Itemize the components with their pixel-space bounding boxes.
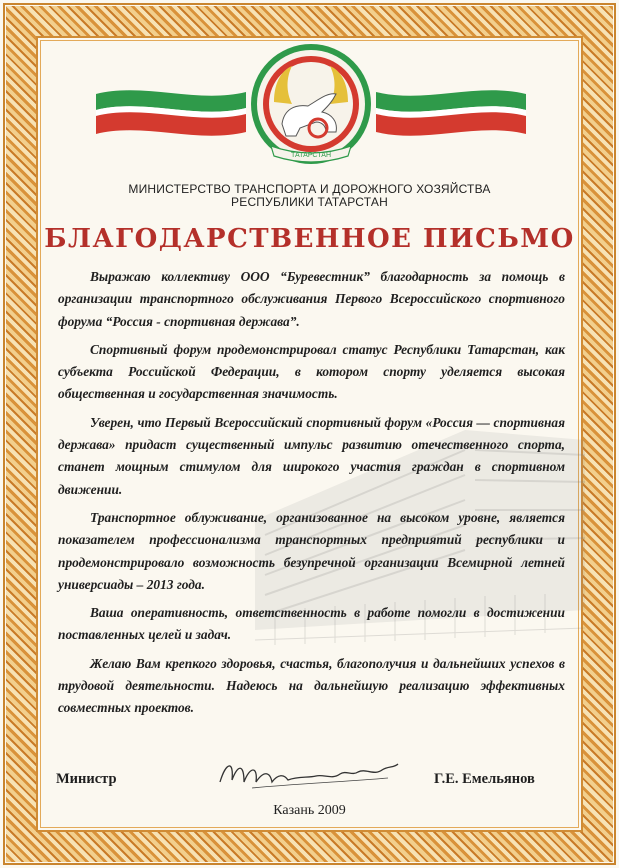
ministry-line-1: МИНИСТЕРСТВО ТРАНСПОРТА И ДОРОЖНОГО ХОЗЯЙСТВА	[128, 182, 491, 196]
place-and-year: Казань 2009	[273, 803, 346, 818]
paragraph-1: Выражаю коллективу ООО “Буревестник” благодарность за помощь в организации транспортного обслуживания Первого Всероссийского спортивного форума “Россия - спортивная держава”.	[58, 269, 565, 329]
emblem-banner-text: ТАТАРСТАН	[290, 152, 332, 159]
paragraph-6: Желаю Вам крепкого здоровья, счастья, благополучия и дальнейших успехов в трудовой деятельности. Надеюсь на дальнейшую реализацию эффективных совместных проектов.	[58, 655, 565, 716]
signatory-name: Г.Е. Емельянов	[434, 771, 535, 787]
ministry-header	[60, 183, 559, 209]
ministry-line-2: РЕСПУБЛИКИ ТАТАРСТАН	[231, 195, 388, 209]
letter-body	[58, 266, 565, 726]
handwritten-signature	[212, 752, 402, 796]
paragraph-4: Транспортное облуживание, организованное на высоком уровне, является показателем профессионализма транспортных предприятий республики и продемонстрировало возможность безупречной организации Всемирной летней универсиады – 2013 года.	[58, 509, 565, 592]
signatory-position: Министр	[56, 771, 117, 787]
tatarstan-emblem	[96, 42, 526, 170]
document-title: БЛАГОДАРСТВЕННОЕ ПИСЬМО	[44, 224, 575, 254]
paragraph-2: Спортивный форум продемонстрировал статус Республики Татарстан, как субъекта Российской Федерации, в котором спорту уделяется высокая общественная и государственная значимость.	[58, 341, 565, 402]
paragraph-3: Уверен, что Первый Всероссийский спортивный форум «Россия — спортивная держава» придаст существенный импульс развитию отечественного спорта, станет мощным стимулом для широкого участия граждан в спортивном движении.	[58, 414, 565, 497]
paragraph-5: Ваша оперативность, ответственность в работе помогли в достижении поставленных целей и задач.	[58, 605, 565, 643]
